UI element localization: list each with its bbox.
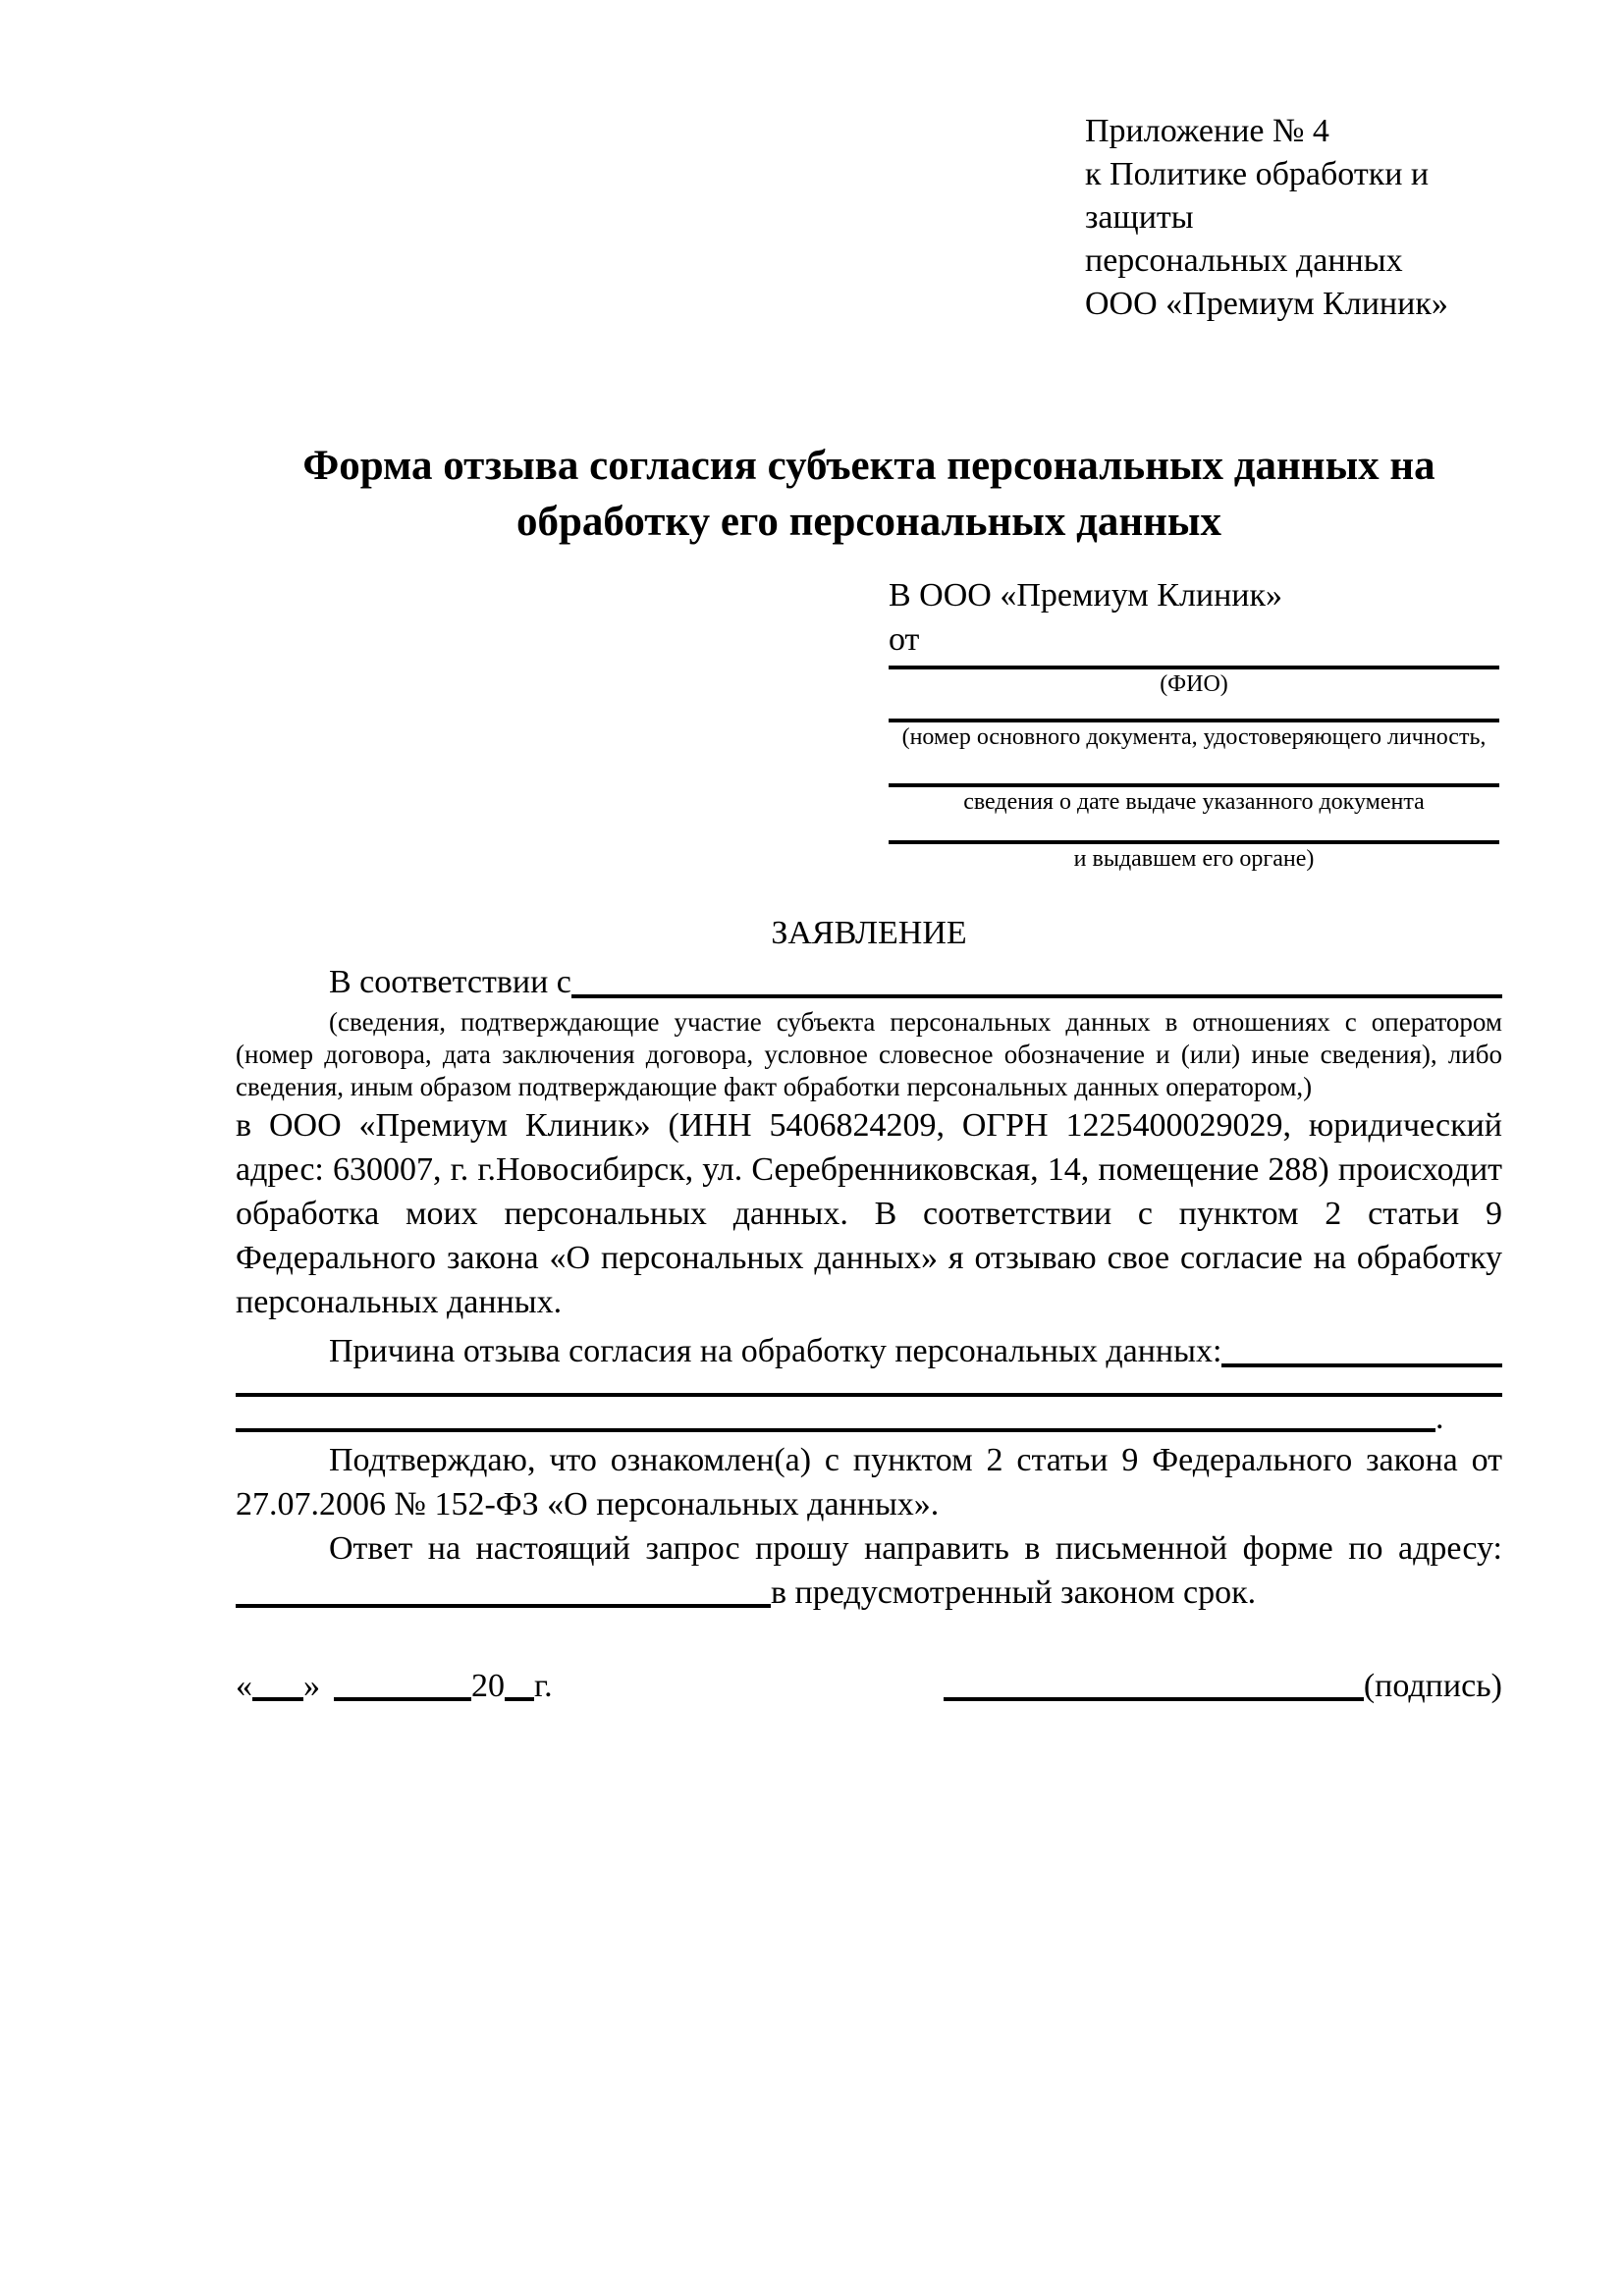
statement-heading: ЗАЯВЛЕНИЕ bbox=[771, 915, 967, 951]
addressee-to: В ООО «Премиум Клиник» bbox=[889, 577, 1283, 614]
reason-label: Причина отзыва согласия на обработку персональных данных: bbox=[329, 1333, 1222, 1369]
day-field[interactable] bbox=[252, 1697, 303, 1701]
appendix-line-1: Приложение № 4 bbox=[1085, 113, 1329, 149]
reply-address-row bbox=[236, 1571, 1502, 1615]
signature-caption: (подпись) bbox=[1363, 1668, 1502, 1704]
document-date-caption: сведения о дате выдаче указанного документа bbox=[963, 789, 1425, 815]
addressee-block bbox=[889, 573, 1499, 874]
year-prefix: 20 bbox=[471, 1668, 505, 1704]
quote-open: « bbox=[236, 1668, 252, 1704]
month-field[interactable] bbox=[334, 1697, 471, 1701]
addressee-from-label: от bbox=[889, 621, 920, 658]
quote-close: » bbox=[303, 1668, 320, 1704]
reason-line-3-row bbox=[236, 1399, 1502, 1438]
appendix-line-4: ООО «Премиум Клиник» bbox=[1085, 286, 1448, 322]
reason-row bbox=[236, 1329, 1502, 1373]
year-suffix: г. bbox=[534, 1668, 553, 1704]
document-date-field[interactable] bbox=[889, 752, 1499, 787]
reply-request-paragraph: Ответ на настоящий запрос прошу направить в письменной форме по адресу: bbox=[329, 1530, 1502, 1567]
appendix-line-2: к Политике обработки и защиты bbox=[1085, 156, 1430, 236]
confirm-paragraph: Подтверждаю, что ознакомлен(а) с пунктом 2 статьи 9 Федерального закона от 27.07.2006 № 152-ФЗ «О персональных данных». bbox=[236, 1442, 1502, 1522]
document-title: Форма отзыва согласия субъекта персональных данных на обработку его персональных данных bbox=[302, 443, 1435, 545]
fio-field[interactable] bbox=[889, 662, 1499, 669]
fio-caption: (ФИО) bbox=[1160, 671, 1228, 697]
reason-field-line-2[interactable] bbox=[236, 1377, 1502, 1397]
document-issuer-field[interactable] bbox=[889, 817, 1499, 844]
date-field-group bbox=[236, 1664, 553, 1708]
main-paragraph: в ООО «Премиум Клиник» (ИНН 5406824209, ОГРН 1225400029029, юридический адрес: 630007, г. г.Новосибирск, ул. Серебренниковская, 14, помещение 288) происходит обработка моих персональных данных. В соответствии с пунктом 2 статьи 9 Федерального закона «О персональных данных» я отзываю свое согласие на обработку персональных данных. bbox=[236, 1107, 1502, 1320]
according-row bbox=[236, 960, 1502, 1004]
reply-tail: в предусмотренный законом срок. bbox=[771, 1575, 1257, 1611]
signature-group bbox=[944, 1664, 1502, 1708]
address-field[interactable] bbox=[236, 1571, 771, 1608]
appendix-line-3: персональных данных bbox=[1085, 242, 1403, 279]
signature-field[interactable] bbox=[944, 1697, 1364, 1701]
document-number-caption: (номер основного документа, удостоверяющего личность, bbox=[901, 724, 1487, 750]
document-number-field[interactable] bbox=[889, 699, 1499, 722]
according-field[interactable] bbox=[571, 960, 1502, 998]
date-signature-row bbox=[236, 1664, 1502, 1708]
small-print-note: (сведения, подтверждающие участие субъекта персональных данных в отношениях с оператором (номер договора, дата заключения договора, условное словесное обозначение и (или) иные сведения), либо сведения, иным образом подтверждающие факт обработки персональных данных оператором,) bbox=[236, 1007, 1502, 1101]
document-issuer-caption: и выдавшем его органе) bbox=[1073, 846, 1315, 872]
reason-field-line-3[interactable] bbox=[236, 1399, 1435, 1432]
appendix-block bbox=[1085, 110, 1502, 326]
according-label: В соответствии с bbox=[329, 964, 571, 1000]
reason-line-terminator: . bbox=[1435, 1400, 1444, 1436]
year-field[interactable] bbox=[505, 1697, 534, 1701]
reason-field-line-1[interactable] bbox=[1221, 1329, 1502, 1367]
